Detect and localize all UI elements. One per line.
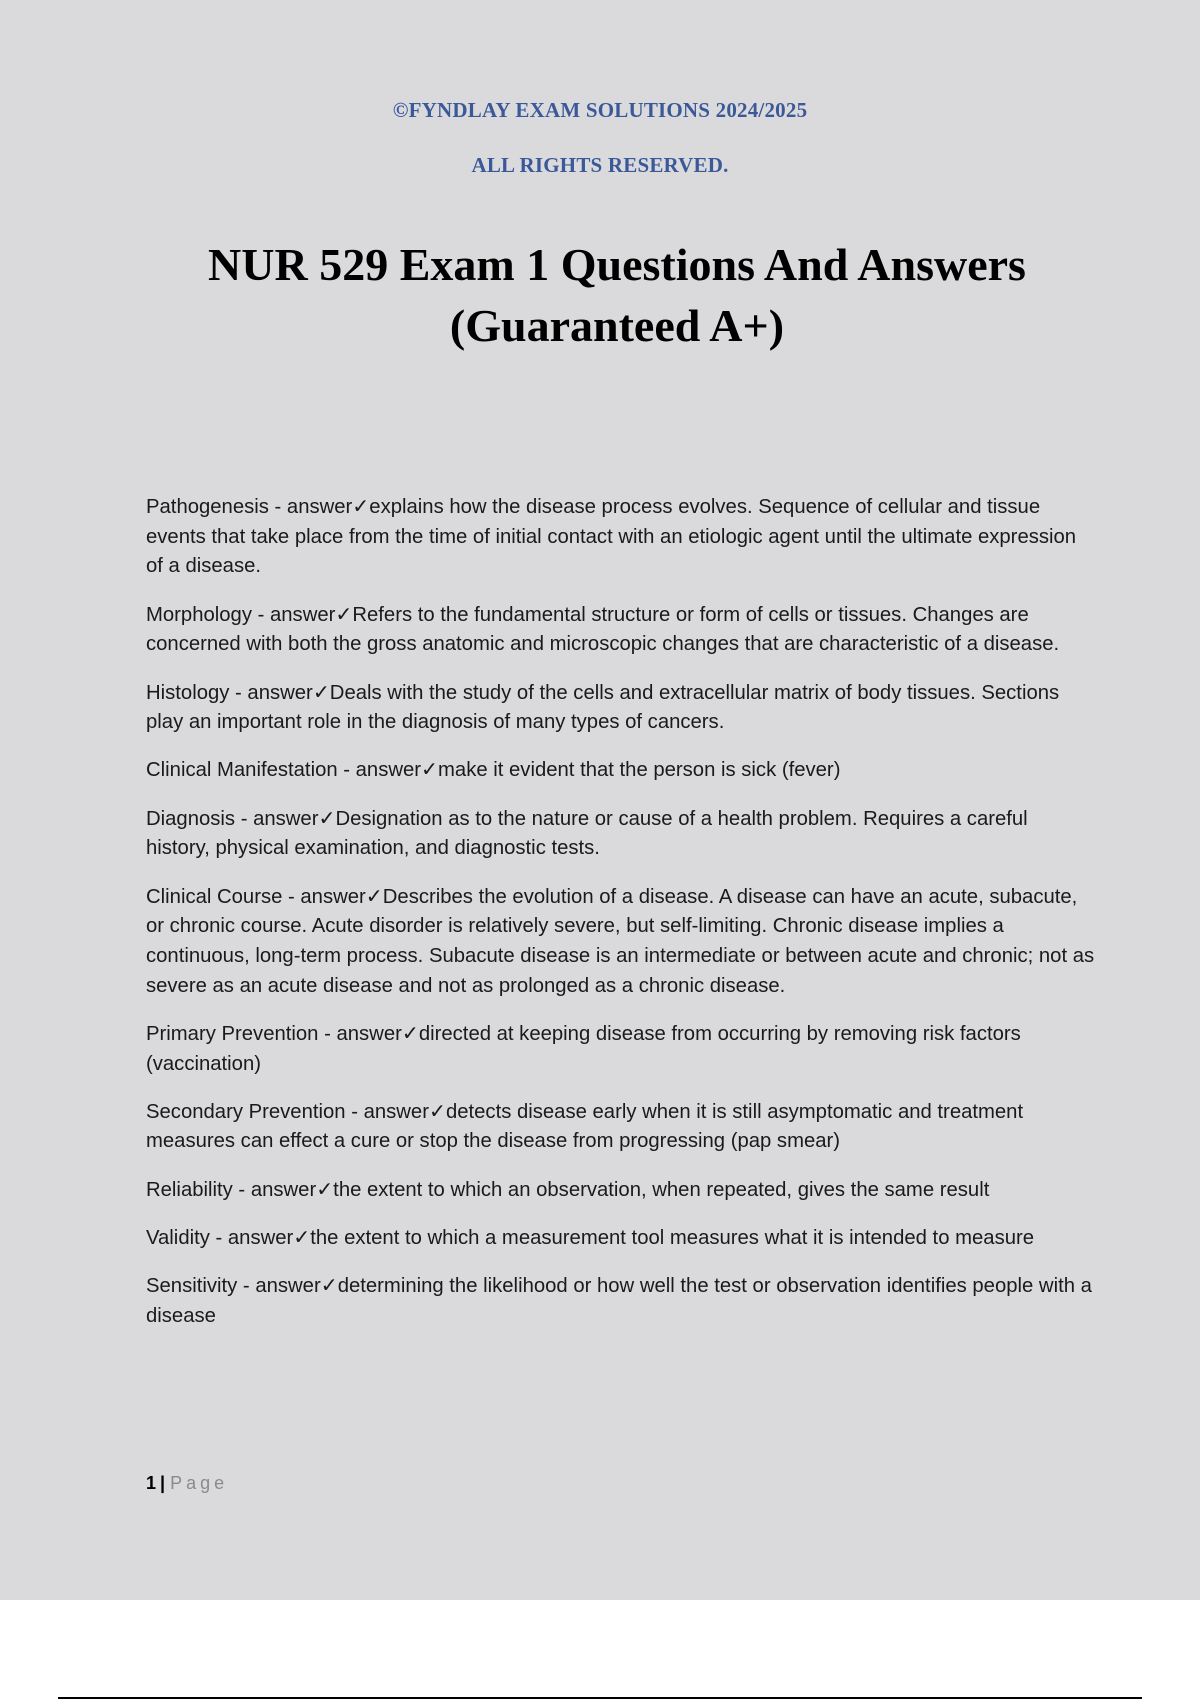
qa-entry-clinical-manifestation: Clinical Manifestation - answer✓make it evident that the person is sick (fever) xyxy=(146,759,841,782)
qa-entry-clinical-course: Clinical Course - answer✓Describes the evolution of a disease. A disease can have an acute, subacute, or chronic course. Acute disorder is relatively severe, but self-limiting. Chronic disease implies a continuous, long-term process. Subacute disease is an intermediate or between acute and chronic; not as severe as an acute disease and not as prolonged as a chronic disease. xyxy=(146,885,1095,997)
document-title xyxy=(0,234,1200,356)
page-footer xyxy=(146,1473,228,1494)
qa-entry-reliability: Reliability - answer✓the extent to which an observation, when repeated, gives the same result xyxy=(146,1178,990,1201)
page-separator: | xyxy=(160,1473,166,1493)
title-line-2: (Guaranteed A+) xyxy=(449,300,785,351)
rights-reserved-notice: ALL RIGHTS RESERVED. xyxy=(471,153,729,177)
qa-list xyxy=(146,493,1096,1350)
page-number: 1 xyxy=(146,1473,157,1493)
copyright-notice: ©FYNDLAY EXAM SOLUTIONS 2024/2025 xyxy=(392,98,808,122)
qa-entry-sensitivity: Sensitivity - answer✓determining the likelihood or how well the test or observation identifies people with a disease xyxy=(146,1275,1092,1327)
qa-entry-validity: Validity - answer✓the extent to which a measurement tool measures what it is intended to measure xyxy=(146,1226,1035,1249)
qa-entry-secondary-prevention: Secondary Prevention - answer✓detects disease early when it is still asymptomatic and treatment measures can effect a cure or stop the disease from progressing (pap smear) xyxy=(146,1100,1024,1153)
page-label: Page xyxy=(170,1473,229,1493)
title-line-1: NUR 529 Exam 1 Questions And Answers xyxy=(208,239,1026,290)
qa-entry-histology: Histology - answer✓Deals with the study of the cells and extracellular matrix of body tissues. Sections play an important role in the diagnosis of many types of cancers. xyxy=(146,681,1060,734)
qa-entry-diagnosis: Diagnosis - answer✓Designation as to the nature or cause of a health problem. Requires a careful history, physical examination, and diagnostic tests. xyxy=(146,807,1028,860)
qa-entry-primary-prevention: Primary Prevention - answer✓directed at keeping disease from occurring by removing risk factors (vaccination) xyxy=(146,1022,1021,1075)
qa-entry-morphology: Morphology - answer✓Refers to the fundamental structure or form of cells or tissues. Changes are concerned with both the gross anatomic and microscopic changes that are characteristic of a disease. xyxy=(146,603,1060,656)
qa-entry-pathogenesis: Pathogenesis - answer✓explains how the disease process evolves. Sequence of cellular and tissue events that take place from the time of initial contact with an etiologic agent until the ultimate expression of a disease. xyxy=(146,496,1077,578)
bottom-divider xyxy=(58,1697,1142,1699)
